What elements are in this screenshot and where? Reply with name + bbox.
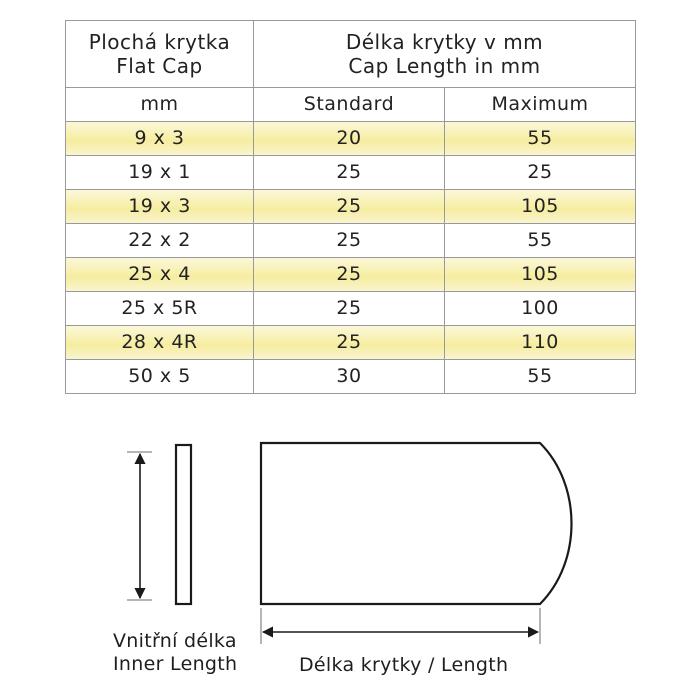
standard-header: Standard [254,88,445,122]
cap-length-dimension [261,608,540,644]
standard-cell: 25 [254,292,445,326]
maximum-cell: 55 [445,122,636,156]
table-header-row [66,21,636,88]
maximum-cell: 105 [445,190,636,224]
size-cell: 25 x 5R [66,292,254,326]
size-cell: 22 x 2 [66,224,254,258]
table-row [66,224,636,258]
table-row [66,258,636,292]
standard-cell: 25 [254,258,445,292]
maximum-cell: 105 [445,258,636,292]
table-subheader-row [66,88,636,122]
table-row [66,292,636,326]
unit-header: mm [66,88,254,122]
size-cell: 28 x 4R [66,326,254,360]
standard-cell: 30 [254,360,445,394]
size-header-en: Flat Cap [116,54,203,78]
table-row [66,190,636,224]
maximum-header: Maximum [445,88,636,122]
inner-length-label [113,630,237,676]
size-header-cell [66,21,254,88]
cap-diagram [0,430,700,690]
standard-cell: 25 [254,224,445,258]
cap-drawing [0,430,700,690]
length-header-cell [254,21,636,88]
table-row [66,156,636,190]
size-cell: 50 x 5 [66,360,254,394]
table-row [66,326,636,360]
size-cell: 25 x 4 [66,258,254,292]
maximum-cell: 110 [445,326,636,360]
maximum-cell: 25 [445,156,636,190]
size-cell: 19 x 1 [66,156,254,190]
standard-cell: 20 [254,122,445,156]
size-cell: 19 x 3 [66,190,254,224]
maximum-cell: 55 [445,224,636,258]
length-header-en: Cap Length in mm [348,54,541,78]
maximum-cell: 55 [445,360,636,394]
inner-length-label-cz: Vnitřní délka [113,630,237,652]
maximum-cell: 100 [445,292,636,326]
size-header-cz: Plochá krytka [88,30,231,54]
standard-cell: 25 [254,156,445,190]
cap-profile-shape [176,445,191,604]
cap-top-view-shape [261,443,572,604]
standard-cell: 25 [254,326,445,360]
length-header-cz: Délka krytky v mm [345,30,544,54]
table-row [66,360,636,394]
inner-length-dimension [127,452,152,600]
cap-length-table [65,20,636,394]
inner-length-label-en: Inner Length [113,653,238,676]
cap-length-label: Délka krytky / Length [299,654,509,676]
standard-cell: 25 [254,190,445,224]
size-cell: 9 x 3 [66,122,254,156]
table-row [66,122,636,156]
